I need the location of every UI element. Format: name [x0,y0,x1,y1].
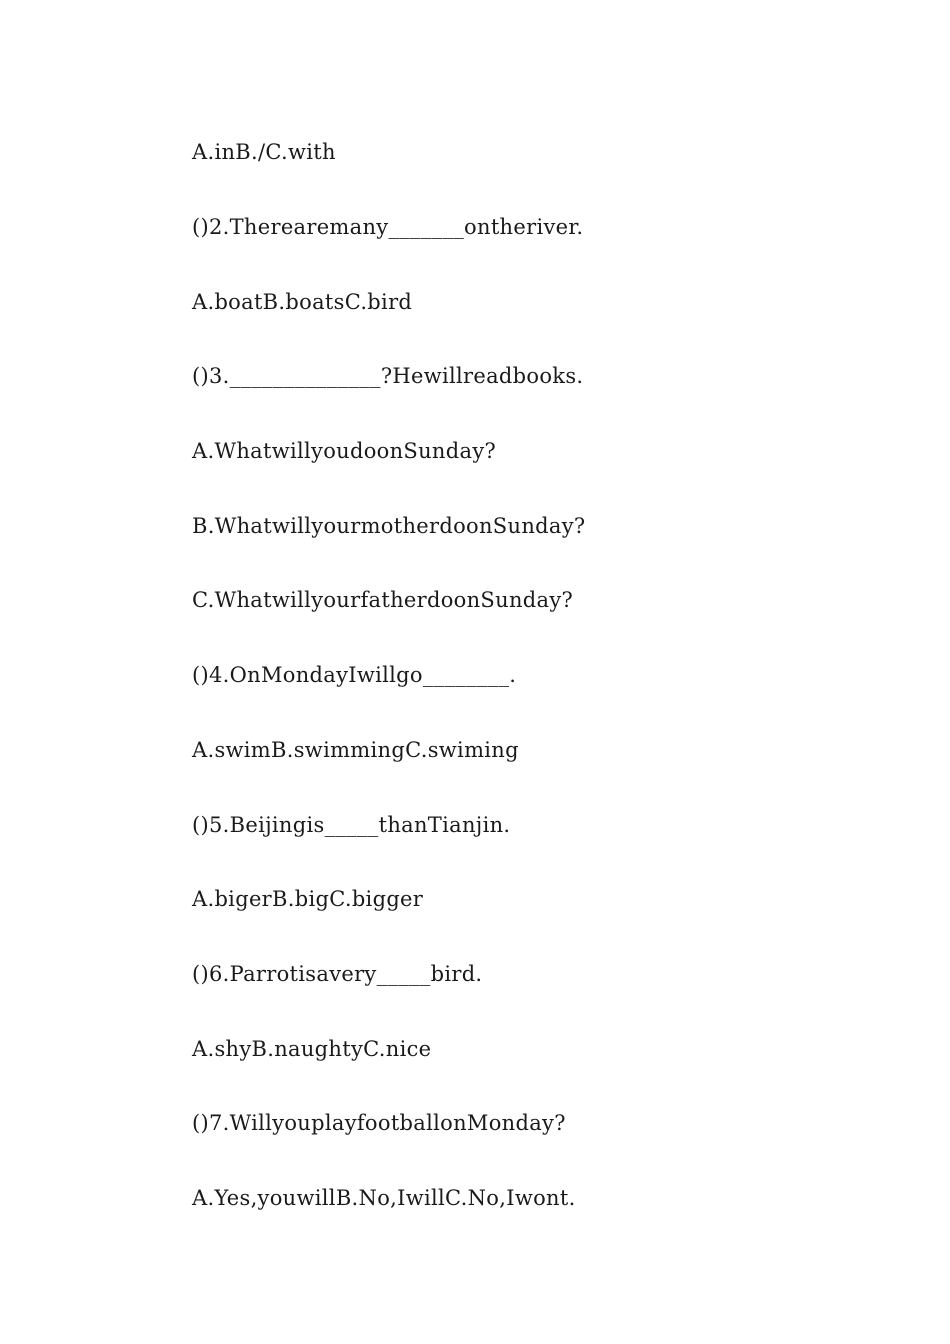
answer-options-5: A.bigerB.bigC.bigger [192,887,424,911]
question-4: ()4.OnMondayIwillgo________. [192,663,517,687]
question-6: ()6.Parrotisavery_____bird. [192,962,483,986]
question-5: ()5.Beijingis_____thanTianjin. [192,813,511,837]
question-7: ()7.WillyouplayfootballonMonday? [192,1111,566,1135]
answer-options-7: A.Yes,youwillB.No,IwillC.No,Iwont. [192,1186,576,1210]
answer-option-3b: B.WhatwillyourmotherdoonSunday? [192,514,586,538]
answer-options-2: A.boatB.boatsC.bird [192,290,413,314]
answer-option-3a: A.WhatwillyoudoonSunday? [192,439,497,463]
answer-options-1: A.inB./C.with [192,140,336,164]
question-3: ()3.______________?Hewillreadbooks. [192,364,584,388]
answer-option-3c: C.WhatwillyourfatherdoonSunday? [192,588,574,612]
answer-options-4: A.swimB.swimmingC.swiming [192,738,519,762]
answer-options-6: A.shyB.naughtyC.nice [192,1037,432,1061]
question-2: ()2.Therearemany_______ontheriver. [192,215,584,239]
